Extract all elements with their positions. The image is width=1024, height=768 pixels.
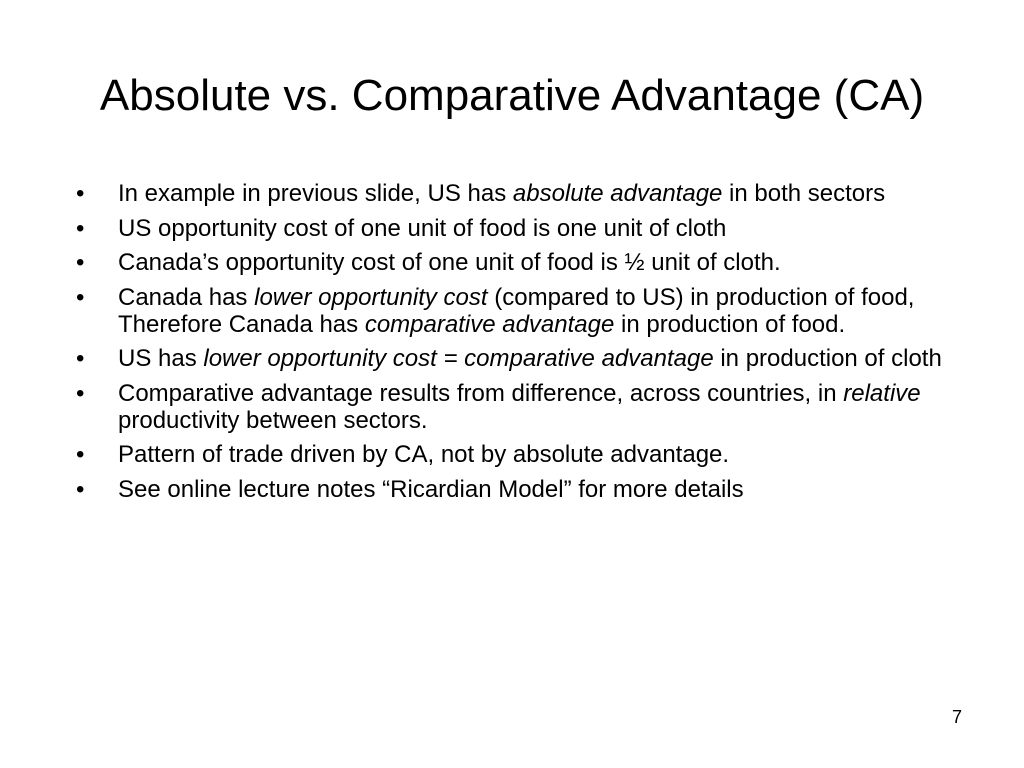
bullet-item xyxy=(76,441,976,468)
bullet-text-italic: absolute advantage xyxy=(512,180,723,207)
bullet-text: US opportunity cost of one unit of food is one unit of cloth xyxy=(118,214,727,242)
bullet-marker: • xyxy=(76,180,85,207)
bullet-marker: • xyxy=(76,345,85,372)
bullet-marker: • xyxy=(76,379,85,407)
bullet-item xyxy=(76,284,976,338)
bullet-text-italic: comparative advantage xyxy=(364,310,615,338)
bullet-text-italic: relative xyxy=(843,379,921,407)
bullet-text: Pattern of trade driven by CA, not by absolute advantage. xyxy=(118,441,730,468)
bullet-item xyxy=(76,249,976,276)
bullet-item xyxy=(76,215,976,242)
bullet-text: Comparative advantage results from difference, across countries, in xyxy=(118,379,844,407)
bullet-list xyxy=(76,180,976,510)
bullet-item xyxy=(76,345,976,372)
bullet-item xyxy=(76,180,976,207)
bullet-text: US has xyxy=(118,345,204,372)
bullet-marker: • xyxy=(76,475,85,503)
bullet-text: (compared to US) in production of food, Therefore Canada has xyxy=(118,283,915,338)
bullet-text: in production of food. xyxy=(614,310,846,338)
bullet-text-italic: lower opportunity cost xyxy=(254,283,488,311)
bullet-text: productivity between sectors. xyxy=(118,406,428,434)
bullet-text: Canada has xyxy=(118,283,255,311)
slide-number: 7 xyxy=(951,707,962,727)
bullet-marker: • xyxy=(76,249,85,276)
bullet-text: in production of cloth xyxy=(713,345,942,372)
slide-title: Absolute vs. Comparative Advantage (CA) xyxy=(99,71,925,120)
bullet-item xyxy=(76,476,976,503)
bullet-text: See online lecture notes “Ricardian Model” for more details xyxy=(118,475,744,503)
bullet-marker: • xyxy=(76,214,85,242)
bullet-item xyxy=(76,380,976,434)
bullet-text: Canada’s opportunity cost of one unit of food is ½ unit of cloth. xyxy=(118,249,781,276)
bullet-text: in both sectors xyxy=(722,180,886,207)
bullet-text: In example in previous slide, US has xyxy=(118,180,513,207)
bullet-marker: • xyxy=(76,441,85,468)
bullet-marker: • xyxy=(76,283,85,311)
bullet-text-italic: lower opportunity cost = comparative advantage xyxy=(203,345,714,372)
